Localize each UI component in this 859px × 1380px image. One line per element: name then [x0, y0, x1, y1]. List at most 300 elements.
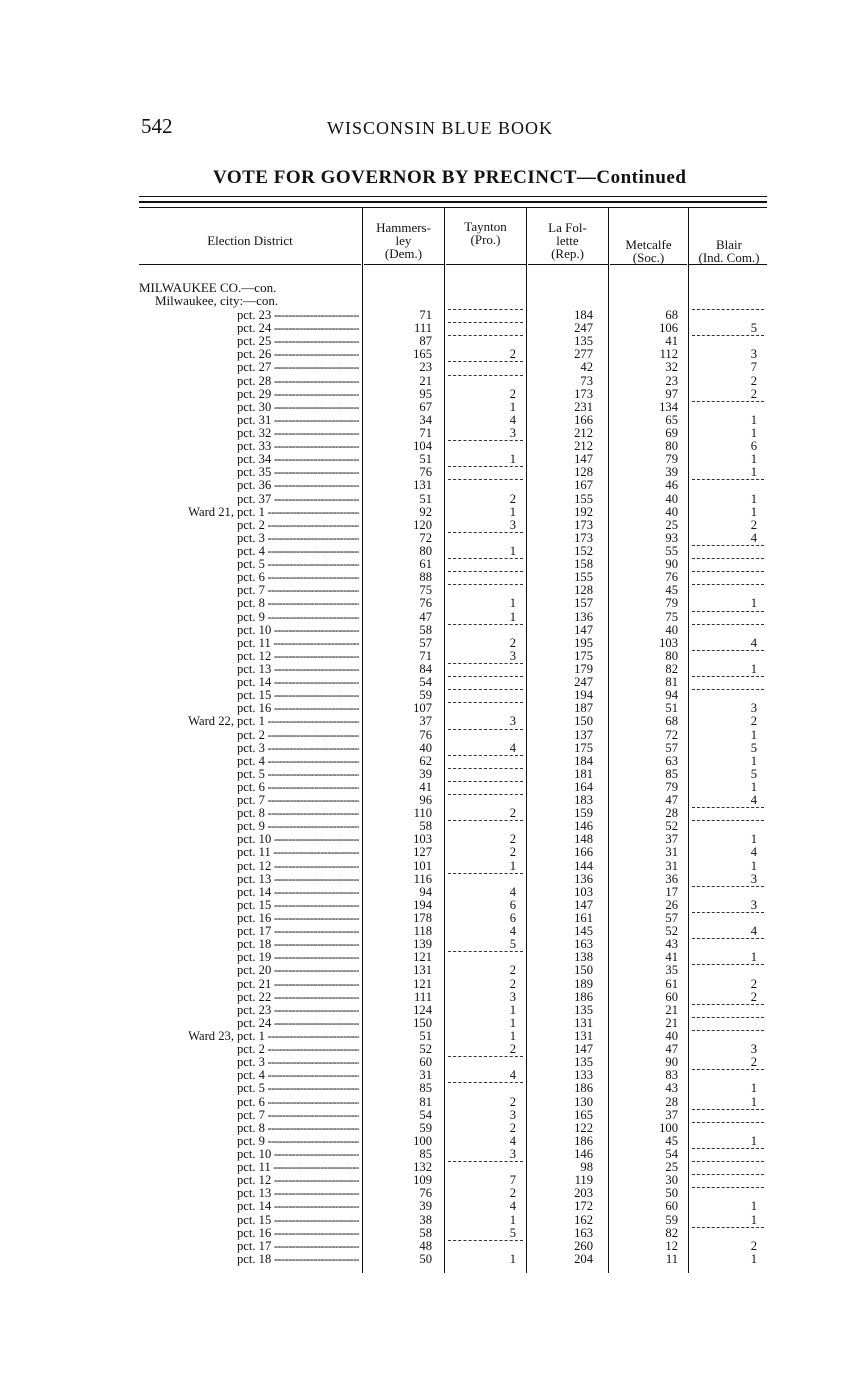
empty-cell-dash — [448, 794, 523, 795]
empty-cell-dash — [692, 401, 764, 402]
vote-la-follette: 158 — [574, 557, 593, 572]
vote-hammersley: 121 — [413, 976, 432, 991]
empty-cell-dash — [692, 571, 764, 572]
vote-taynton: 4 — [509, 1199, 516, 1214]
vote-hammersley: 194 — [413, 897, 432, 912]
vote-metcalfe: 60 — [665, 989, 678, 1004]
vote-hammersley: 178 — [413, 911, 432, 926]
vote-taynton: 4 — [509, 1068, 516, 1083]
vote-taynton: 6 — [509, 897, 516, 912]
vote-blair: 4 — [750, 635, 757, 650]
empty-cell-dash — [448, 479, 523, 480]
precinct-label: pct. 13 ----- — [237, 663, 359, 676]
vote-metcalfe: 97 — [665, 386, 678, 401]
empty-cell-dash — [692, 938, 764, 939]
vote-la-follette: 164 — [574, 779, 593, 794]
precinct-label: pct. 33 ----- — [237, 440, 359, 453]
precinct-label: pct. 34 ----- — [237, 453, 359, 466]
vote-hammersley: 54 — [419, 1107, 432, 1122]
vote-hammersley: 84 — [419, 661, 432, 676]
vote-hammersley: 85 — [419, 1081, 432, 1096]
precinct-label: pct. 8 ----- — [237, 1122, 359, 1135]
vote-hammersley: 21 — [419, 373, 432, 388]
empty-cell-dash — [448, 873, 523, 874]
vote-la-follette: 135 — [574, 1055, 593, 1070]
column-header-la-follette: La Fol- lette (Rep.) — [548, 219, 587, 261]
precinct-label: pct. 1 ----- — [237, 506, 359, 519]
table-row — [0, 479, 859, 492]
vote-blair: 1 — [750, 727, 757, 742]
vote-hammersley: 51 — [419, 491, 432, 506]
vote-hammersley: 111 — [414, 321, 432, 336]
vote-taynton: 2 — [509, 976, 516, 991]
empty-cell-dash — [448, 729, 523, 730]
table-row — [0, 624, 859, 637]
vote-metcalfe: 31 — [665, 858, 678, 873]
vote-metcalfe: 90 — [665, 1055, 678, 1070]
vote-la-follette: 184 — [574, 753, 593, 768]
vote-taynton: 2 — [509, 386, 516, 401]
vote-blair: 2 — [750, 976, 757, 991]
precinct-label: pct. 23 ----- — [237, 309, 359, 322]
vote-metcalfe: 82 — [665, 661, 678, 676]
vote-metcalfe: 83 — [665, 1068, 678, 1083]
vote-metcalfe: 93 — [665, 530, 678, 545]
vote-la-follette: 277 — [574, 347, 593, 362]
vote-blair: 3 — [750, 897, 757, 912]
vote-metcalfe: 112 — [659, 347, 678, 362]
table-row — [0, 650, 859, 663]
empty-cell-dash — [448, 1161, 523, 1162]
empty-cell-dash — [448, 375, 523, 376]
vote-la-follette: 144 — [574, 858, 593, 873]
table-row — [0, 1214, 859, 1227]
vote-metcalfe: 37 — [665, 1107, 678, 1122]
vote-la-follette: 131 — [574, 1015, 593, 1030]
empty-cell-dash — [448, 676, 523, 677]
vote-metcalfe: 79 — [665, 596, 678, 611]
vote-la-follette: 128 — [574, 583, 593, 598]
vote-metcalfe: 100 — [659, 1120, 678, 1135]
precinct-label: pct. 3 ----- — [237, 1056, 359, 1069]
vote-blair: 4 — [750, 530, 757, 545]
vote-hammersley: 165 — [413, 347, 432, 362]
vote-hammersley: 59 — [419, 688, 432, 703]
vote-la-follette: 138 — [574, 950, 593, 965]
vote-blair: 2 — [750, 373, 757, 388]
vote-metcalfe: 63 — [665, 753, 678, 768]
precinct-label: pct. 6 ----- — [237, 1096, 359, 1109]
empty-cell-dash — [448, 1056, 523, 1057]
top-rule-thick — [139, 201, 767, 203]
vote-hammersley: 54 — [419, 675, 432, 690]
empty-cell-dash — [692, 335, 764, 336]
precinct-label: pct. 11 ----- — [237, 846, 359, 859]
vote-metcalfe: 69 — [665, 425, 678, 440]
vote-la-follette: 184 — [574, 308, 593, 322]
table-row — [0, 964, 859, 977]
empty-cell-dash — [692, 1030, 764, 1031]
vote-la-follette: 187 — [574, 701, 593, 716]
table-row — [0, 873, 859, 886]
vote-metcalfe: 55 — [665, 543, 678, 558]
empty-cell-dash — [448, 781, 523, 782]
vote-taynton: 2 — [509, 1186, 516, 1201]
vote-metcalfe: 134 — [659, 399, 678, 414]
empty-cell-dash — [448, 624, 523, 625]
vote-la-follette: 192 — [574, 504, 593, 519]
vote-metcalfe: 57 — [665, 740, 678, 755]
table-title: VOTE FOR GOVERNOR BY PRECINCT—Continued — [213, 167, 687, 188]
vote-blair: 1 — [750, 465, 757, 480]
precinct-label: pct. 24 ----- — [237, 1017, 359, 1030]
vote-taynton: 1 — [509, 1029, 516, 1044]
precinct-label: pct. 24 ----- — [237, 322, 359, 335]
vote-metcalfe: 50 — [665, 1186, 678, 1201]
vote-hammersley: 31 — [419, 1068, 432, 1083]
table-row — [0, 978, 859, 991]
vote-metcalfe: 51 — [665, 701, 678, 716]
vote-metcalfe: 26 — [665, 897, 678, 912]
precinct-label: pct. 14 ----- — [237, 1200, 359, 1213]
vote-la-follette: 212 — [574, 425, 593, 440]
table-row — [0, 597, 859, 610]
precinct-label: pct. 9 ----- — [237, 1135, 359, 1148]
precinct-label: pct. 17 ----- — [237, 1240, 359, 1253]
precinct-label: pct. 13 ----- — [237, 1187, 359, 1200]
vote-metcalfe: 47 — [665, 1042, 678, 1057]
empty-cell-dash — [692, 545, 764, 546]
vote-la-follette: 147 — [574, 622, 593, 637]
table-row — [0, 506, 859, 519]
vote-la-follette: 163 — [574, 1225, 593, 1240]
table-row — [0, 361, 859, 374]
vote-blair: 3 — [750, 871, 757, 886]
vote-la-follette: 167 — [574, 478, 593, 493]
vote-hammersley: 121 — [413, 950, 432, 965]
empty-cell-dash — [692, 1017, 764, 1018]
vote-metcalfe: 106 — [659, 321, 678, 336]
vote-taynton: 2 — [509, 832, 516, 847]
vote-hammersley: 127 — [413, 845, 432, 860]
ward-label: Ward 23, — [188, 1029, 234, 1044]
table-row — [0, 388, 859, 401]
vote-hammersley: 58 — [419, 622, 432, 637]
vote-blair: 4 — [750, 793, 757, 808]
vote-la-follette: 165 — [574, 1107, 593, 1122]
vote-metcalfe: 52 — [665, 924, 678, 939]
vote-taynton: 1 — [509, 399, 516, 414]
vote-hammersley: 76 — [419, 1186, 432, 1201]
vote-taynton: 1 — [509, 1015, 516, 1030]
vote-hammersley: 110 — [413, 806, 432, 821]
precinct-label: pct. 4 ----- — [237, 1069, 359, 1082]
vote-la-follette: 186 — [574, 1133, 593, 1148]
vote-taynton: 2 — [509, 635, 516, 650]
vote-taynton: 3 — [509, 1107, 516, 1122]
vote-blair: 4 — [750, 845, 757, 860]
vote-taynton: 3 — [509, 1147, 516, 1161]
vote-hammersley: 76 — [419, 465, 432, 480]
vote-blair: 2 — [750, 1238, 757, 1253]
vote-hammersley: 81 — [419, 1094, 432, 1109]
vote-taynton: 2 — [509, 1042, 516, 1057]
vote-hammersley: 60 — [419, 1055, 432, 1070]
vote-metcalfe: 40 — [665, 504, 678, 519]
vote-hammersley: 88 — [419, 570, 432, 585]
empty-cell-dash — [692, 558, 764, 559]
empty-cell-dash — [448, 951, 523, 952]
vote-hammersley: 40 — [419, 740, 432, 755]
table-row — [0, 1122, 859, 1135]
precinct-label: pct. 18 ----- — [237, 938, 359, 951]
empty-cell-dash — [448, 558, 523, 559]
precinct-label: pct. 1 ----- — [237, 715, 359, 728]
vote-metcalfe: 65 — [665, 412, 678, 427]
empty-cell-dash — [692, 611, 764, 612]
vote-hammersley: 76 — [419, 727, 432, 742]
table-row — [0, 715, 859, 728]
table-row — [0, 611, 859, 624]
precinct-label: pct. 17 ----- — [237, 925, 359, 938]
vote-la-follette: 136 — [574, 609, 593, 624]
vote-hammersley: 47 — [419, 609, 432, 624]
vote-la-follette: 146 — [574, 1147, 593, 1161]
vote-la-follette: 179 — [574, 661, 593, 676]
precinct-label: pct. 16 ----- — [237, 1227, 359, 1240]
vote-metcalfe: 31 — [665, 845, 678, 860]
vote-la-follette: 195 — [574, 635, 593, 650]
vote-taynton: 2 — [509, 347, 516, 362]
vote-metcalfe: 68 — [665, 308, 678, 322]
vote-hammersley: 23 — [419, 360, 432, 375]
vote-metcalfe: 23 — [665, 373, 678, 388]
precinct-label: pct. 2 ----- — [237, 519, 359, 532]
table-row — [0, 1004, 859, 1017]
precinct-label: pct. 4 ----- — [237, 755, 359, 768]
vote-la-follette: 128 — [574, 465, 593, 480]
precinct-label: pct. 19 ----- — [237, 951, 359, 964]
precinct-label: pct. 9 ----- — [237, 611, 359, 624]
vote-taynton: 1 — [509, 452, 516, 467]
vote-taynton: 2 — [509, 1120, 516, 1135]
table-row — [0, 991, 859, 1004]
vote-la-follette: 135 — [574, 334, 593, 349]
precinct-label: pct. 22 ----- — [237, 991, 359, 1004]
precinct-label: pct. 5 ----- — [237, 768, 359, 781]
empty-cell-dash — [448, 361, 523, 362]
vote-taynton: 1 — [509, 543, 516, 558]
vote-metcalfe: 68 — [665, 714, 678, 729]
vote-taynton: 2 — [509, 1094, 516, 1109]
vote-metcalfe: 37 — [665, 832, 678, 847]
vote-metcalfe: 40 — [665, 1029, 678, 1044]
precinct-label: pct. 27 ----- — [237, 361, 359, 374]
precinct-label: pct. 4 ----- — [237, 545, 359, 558]
vote-hammersley: 38 — [419, 1212, 432, 1227]
vote-taynton: 1 — [509, 858, 516, 873]
vote-hammersley: 94 — [419, 884, 432, 899]
empty-cell-dash — [692, 1122, 764, 1123]
vote-hammersley: 101 — [413, 858, 432, 873]
vote-hammersley: 76 — [419, 596, 432, 611]
vote-hammersley: 80 — [419, 543, 432, 558]
vote-la-follette: 73 — [580, 373, 593, 388]
vote-hammersley: 132 — [413, 1160, 432, 1175]
vote-taynton: 1 — [509, 1212, 516, 1227]
vote-la-follette: 183 — [574, 793, 593, 808]
empty-cell-dash — [692, 1109, 764, 1110]
vote-la-follette: 175 — [574, 648, 593, 663]
empty-cell-dash — [692, 584, 764, 585]
vote-blair: 3 — [750, 1042, 757, 1057]
vote-hammersley: 92 — [419, 504, 432, 519]
table-row — [0, 729, 859, 742]
vote-la-follette: 147 — [574, 452, 593, 467]
vote-metcalfe: 21 — [665, 1015, 678, 1030]
vote-la-follette: 162 — [574, 1212, 593, 1227]
empty-cell-dash — [692, 1187, 764, 1188]
vote-taynton: 2 — [509, 806, 516, 821]
vote-la-follette: 136 — [574, 871, 593, 886]
precinct-label: pct. 12 ----- — [237, 650, 359, 663]
vote-hammersley: 95 — [419, 386, 432, 401]
vote-la-follette: 231 — [574, 399, 593, 414]
precinct-label: pct. 35 ----- — [237, 466, 359, 479]
precinct-label: pct. 29 ----- — [237, 388, 359, 401]
vote-la-follette: 166 — [574, 412, 593, 427]
vote-la-follette: 181 — [574, 766, 593, 781]
vote-metcalfe: 43 — [665, 937, 678, 952]
vote-la-follette: 194 — [574, 688, 593, 703]
empty-cell-dash — [448, 335, 523, 336]
vote-metcalfe: 85 — [665, 766, 678, 781]
vote-la-follette: 212 — [574, 439, 593, 454]
table-row — [0, 886, 859, 899]
table-row — [0, 1200, 859, 1213]
precinct-label: pct. 15 ----- — [237, 1214, 359, 1227]
precinct-label: pct. 11 ----- — [237, 637, 359, 650]
ward-label: Ward 22, — [188, 714, 234, 729]
vote-la-follette: 175 — [574, 740, 593, 755]
vote-metcalfe: 54 — [665, 1147, 678, 1161]
vote-blair: 1 — [750, 858, 757, 873]
empty-cell-dash — [692, 1148, 764, 1149]
table-row — [0, 860, 859, 873]
vote-metcalfe: 76 — [665, 570, 678, 585]
vote-blair: 2 — [750, 1055, 757, 1070]
vote-hammersley: 72 — [419, 530, 432, 545]
vote-taynton: 2 — [509, 491, 516, 506]
vote-taynton: 4 — [509, 740, 516, 755]
precinct-label: pct. 10 ----- — [237, 833, 359, 846]
vote-la-follette: 147 — [574, 1042, 593, 1057]
vote-blair: 1 — [750, 1251, 757, 1266]
vote-blair: 4 — [750, 924, 757, 939]
vote-la-follette: 130 — [574, 1094, 593, 1109]
vote-la-follette: 119 — [574, 1173, 593, 1188]
vote-blair: 1 — [750, 753, 757, 768]
vote-la-follette: 145 — [574, 924, 593, 939]
empty-cell-dash — [692, 1004, 764, 1005]
vote-blair: 1 — [750, 1133, 757, 1148]
ward-label: Ward 21, — [188, 504, 234, 519]
precinct-label: pct. 15 ----- — [237, 899, 359, 912]
vote-metcalfe: 47 — [665, 793, 678, 808]
vote-la-follette: 173 — [574, 530, 593, 545]
vote-la-follette: 131 — [574, 1029, 593, 1044]
vote-hammersley: 48 — [419, 1238, 432, 1253]
county-heading: MILWAUKEE CO.—con. — [139, 280, 277, 295]
precinct-label: pct. 1 ----- — [237, 1030, 359, 1043]
precinct-label: pct. 26 ----- — [237, 348, 359, 361]
empty-cell-dash — [692, 479, 764, 480]
vote-taynton: 4 — [509, 1133, 516, 1148]
vote-metcalfe: 35 — [665, 963, 678, 978]
vote-blair: 1 — [750, 950, 757, 965]
vote-la-follette: 161 — [574, 911, 593, 926]
table-row — [0, 1253, 859, 1266]
vote-la-follette: 173 — [574, 386, 593, 401]
precinct-label: pct. 6 ----- — [237, 571, 359, 584]
vote-taynton: 1 — [509, 1002, 516, 1017]
vote-taynton: 2 — [509, 845, 516, 860]
vote-blair: 1 — [750, 832, 757, 847]
vote-hammersley: 107 — [413, 701, 432, 716]
vote-hammersley: 85 — [419, 1147, 432, 1161]
vote-la-follette: 103 — [574, 884, 593, 899]
vote-metcalfe: 60 — [665, 1199, 678, 1214]
vote-la-follette: 157 — [574, 596, 593, 611]
vote-metcalfe: 79 — [665, 452, 678, 467]
vote-taynton: 4 — [509, 412, 516, 427]
precinct-label: pct. 12 ----- — [237, 860, 359, 873]
vote-blair: 1 — [750, 491, 757, 506]
precinct-label: pct. 30 ----- — [237, 401, 359, 414]
vote-metcalfe: 21 — [665, 1002, 678, 1017]
vote-taynton: 3 — [509, 517, 516, 532]
vote-metcalfe: 30 — [665, 1173, 678, 1188]
vote-taynton: 4 — [509, 884, 516, 899]
empty-cell-dash — [692, 964, 764, 965]
vote-blair: 2 — [750, 989, 757, 1004]
table-row — [0, 493, 859, 506]
vote-la-follette: 148 — [574, 832, 593, 847]
vote-metcalfe: 41 — [665, 950, 678, 965]
vote-metcalfe: 41 — [665, 334, 678, 349]
precinct-label: pct. 6 ----- — [237, 781, 359, 794]
vote-metcalfe: 39 — [665, 465, 678, 480]
precinct-label: pct. 14 ----- — [237, 676, 359, 689]
precinct-label: pct. 15 ----- — [237, 689, 359, 702]
table-row — [0, 1082, 859, 1095]
vote-hammersley: 87 — [419, 334, 432, 349]
vote-metcalfe: 72 — [665, 727, 678, 742]
vote-hammersley: 104 — [413, 439, 432, 454]
vote-la-follette: 152 — [574, 543, 593, 558]
vote-blair: 1 — [750, 661, 757, 676]
vote-metcalfe: 28 — [665, 806, 678, 821]
vote-blair: 5 — [750, 321, 757, 336]
empty-cell-dash — [692, 650, 764, 651]
vote-taynton: 4 — [509, 924, 516, 939]
empty-cell-dash — [692, 624, 764, 625]
vote-metcalfe: 43 — [665, 1081, 678, 1096]
vote-hammersley: 71 — [419, 648, 432, 663]
table-row — [0, 532, 859, 545]
vote-blair: 1 — [750, 596, 757, 611]
vote-metcalfe: 80 — [665, 439, 678, 454]
